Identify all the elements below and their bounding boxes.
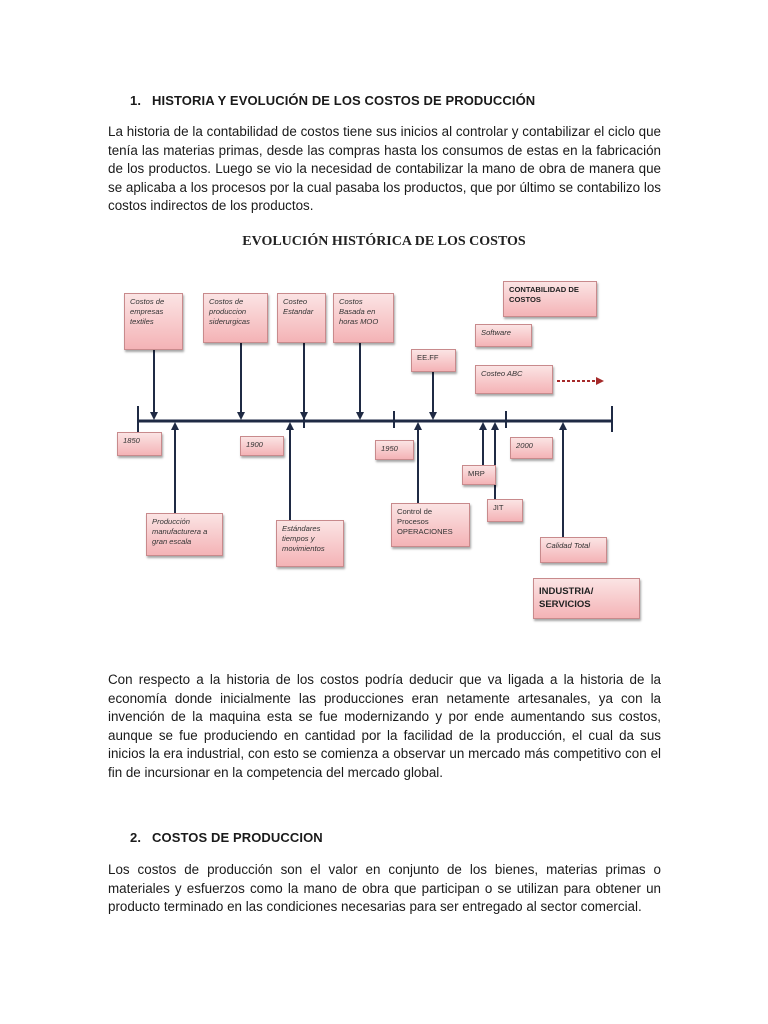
section1-number: 1. bbox=[130, 93, 142, 108]
figure-title: EVOLUCIÓN HISTÓRICA DE LOS COSTOS bbox=[242, 234, 526, 249]
box-industria-servicios: INDUSTRIA/ SERVICIOS bbox=[533, 578, 640, 619]
box-mrp: MRP bbox=[462, 465, 496, 485]
box-estandares-tiempos: Estándares tiempos y movimientos bbox=[276, 520, 344, 567]
box-software: Software bbox=[475, 324, 532, 347]
box-produccion-manufacturera: Producción manufacturera a gran escala bbox=[146, 513, 223, 556]
box-year-1950: 1950 bbox=[375, 440, 414, 460]
section2-paragraph: Los costos de producción son el valor en conjunto de los bienes, materias primas o materiales y esfuerzos como la mano de obra que participan o se utilizan para obtener un producto terminado en las condiciones necesarias para ser entregado al sector comercial. bbox=[108, 862, 661, 915]
section1-title: HISTORIA Y EVOLUCIÓN DE LOS COSTOS DE PRODUCCIÓN bbox=[152, 93, 536, 108]
section2-number: 2. bbox=[130, 830, 142, 845]
box-year-2000: 2000 bbox=[510, 437, 553, 459]
box-year-1900: 1900 bbox=[240, 436, 284, 456]
box-costos-moo: Costos Basada en horas MOO bbox=[333, 293, 394, 343]
box-control-procesos: Control de Procesos OPERACIONES bbox=[391, 503, 470, 547]
section2-heading bbox=[130, 830, 323, 845]
box-calidad-total: Calidad Total bbox=[540, 537, 607, 563]
box-costeo-estandar: Costeo Estandar bbox=[277, 293, 326, 343]
box-costos-siderurgicas: Costos de produccion siderurgicas bbox=[203, 293, 268, 343]
box-jit: JIT bbox=[487, 499, 523, 522]
section2-title: COSTOS DE PRODUCCION bbox=[152, 830, 323, 845]
box-costos-textiles: Costos de empresas textiles bbox=[124, 293, 183, 350]
box-eeff: EE.FF bbox=[411, 349, 456, 372]
box-contabilidad-costos: CONTABILIDAD DE COSTOS bbox=[503, 281, 597, 317]
section1-paragraph: La historia de la contabilidad de costos tiene sus inicios al controlar y contabilizar el ciclo que tenía las materias primas, desde las compras hasta los consumos de estas en la fabricación de los productos. Luego se vio la necesidad de contabilizar la mano de obra de manera que se aplicaba a los procesos por la cual pasaba los productos, que por último se contabilizo los costos indirectos de los productos. bbox=[108, 124, 661, 214]
box-costeo-abc: Costeo ABC bbox=[475, 365, 553, 394]
box-year-1850: 1850 bbox=[117, 432, 162, 456]
conclusion-paragraph: Con respecto a la historia de los costos podría deducir que va ligada a la historia de la economía donde inicialmente las producciones eran netamente artesanales, ya con la invención de la maquina esta se fue modernizando y por ende aumentando sus costos, aunque se fue produciendo en cantidad por la facilidad de la producción, el cual da sus inicios la era industrial, con esto se comienza a observar un mercado más competitivo con el fin de incursionar en la competencia del mercado global. bbox=[108, 672, 661, 780]
